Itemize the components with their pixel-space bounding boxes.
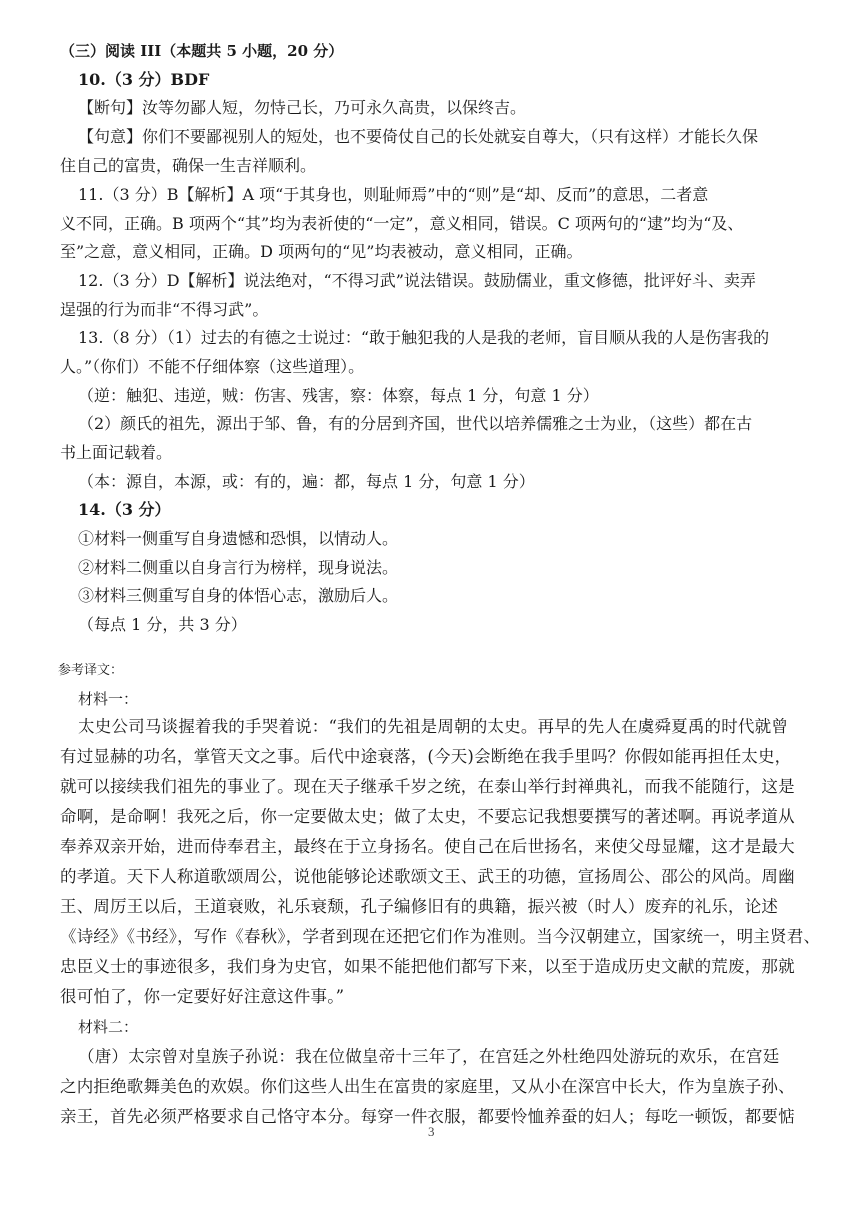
material2-label: 材料二： [78, 1018, 139, 1036]
answer-line: 至”之意，意义相同，正确。D 项两句的“见”均表被动，意义相同，正确。 [60, 242, 583, 261]
material1-line: 忠臣义士的事迹很多，我们身为史官，如果不能把他们都写下来，以至于造成历史文献的荒废，那就 [60, 957, 795, 976]
answer-12: 12.（3 分）D【解析】说法绝对，“不得习武”说法错误。鼓励儒业，重文修德，批评好斗、卖弄 [78, 271, 756, 290]
answer-line: （逆：触犯、违逆，贼：伤害、残害，察：体察，每点 1 分，句意 1 分） [78, 386, 599, 405]
answer-line: ①材料一侧重写自身遗憾和恐惧，以情动人。 [78, 529, 399, 548]
material1-line: 的孝道。天下人称道歌颂周公，说他能够论述歌颂文王、武王的功德，宣扬周公、邵公的风尚。周幽 [60, 867, 795, 886]
answer-line: 书上面记载着。 [60, 443, 173, 462]
material2-line: 亲王，首先必须严格要求自己恪守本分。每穿一件衣服，都要怜恤养蚕的妇人；每吃一顿饭，都要惦 [60, 1107, 795, 1126]
material1-line: 就可以接续我们祖先的事业了。现在天子继承千岁之统，在泰山举行封禅典礼，而我不能随行，这是 [60, 777, 795, 796]
answer-line: （每点 1 分，共 3 分） [78, 615, 247, 634]
material1-line: 有过显赫的功名，掌管天文之事。后代中途衰落，(今天)会断绝在我手里吗？你假如能再担任太史， [60, 747, 792, 766]
answer-line: 【断句】汝等勿鄙人短，勿恃己长，乃可永久高贵，以保终吉。 [78, 98, 527, 117]
answer-line: ②材料二侧重以自身言行为榜样，现身说法。 [78, 558, 399, 577]
material1-line: 奉养双亲开始，进而侍奉君主，最终在于立身扬名。使自己在后世扬名，来使父母显耀，这才是最大 [60, 837, 795, 856]
answer-13: 13.（8 分）（1）过去的有德之士说过：“敢于触犯我的人是我的老师，盲目顺从我的人是伤害我的 [78, 328, 770, 347]
material1-line: 《诗经》《书经》，写作《春秋》，学者到现在还把它们作为准则。当今汉朝建立，国家统一，明主贤君、 [60, 927, 821, 946]
material1-label: 材料一： [78, 690, 139, 708]
material1-line: 很可怕了，你一定要好好注意这件事。” [60, 987, 345, 1006]
answer-line: （本：源自，本源，或：有的，遍：都，每点 1 分，句意 1 分） [78, 472, 535, 491]
translation-heading: 参考译文： [58, 663, 124, 678]
answer-line: （2）颜氏的祖先，源出于邹、鲁，有的分居到齐国，世代以培养儒雅之士为业，（这些）都在古 [78, 414, 753, 433]
material2-line: （唐）太宗曾对皇族子孙说：我在位做皇帝十三年了，在宫廷之外杜绝四处游玩的欢乐，在宫廷 [78, 1047, 780, 1066]
answer-line: 住自己的富贵，确保一生吉祥顺利。 [60, 156, 317, 175]
answer-line: 逞强的行为而非“不得习武”。 [60, 300, 269, 319]
answer-line: 人。”（你们）不能不仔细体察（这些道理）。 [60, 357, 365, 376]
material2-line: 之内拒绝歌舞美色的欢娱。你们这些人出生在富贵的家庭里，又从小在深宫中长大，作为皇族子孙、 [60, 1077, 795, 1096]
answer-line: 【句意】你们不要鄙视别人的短处，也不要倚仗自己的长处就妄自尊大，（只有这样）才能长久保 [78, 127, 759, 146]
material1-line: 命啊，是命啊！我死之后，你一定要做太史；做了太史，不要忘记我想要撰写的著述啊。再说孝道从 [60, 807, 795, 826]
material1-line: 太史公司马谈握着我的手哭着说：“我们的先祖是周朝的太史。再早的先人在虞舜夏禹的时代就曾 [78, 717, 789, 736]
answer-10: 10.（3 分）BDF [78, 70, 210, 89]
answer-line: 义不同，正确。B 项两个“其”均为表祈使的“一定”，意义相同，错误。C 项两句的“逮”均为“及、 [60, 214, 744, 233]
answer-line: ③材料三侧重写自身的体悟心志，激励后人。 [78, 586, 399, 605]
answer-11: 11.（3 分）B【解析】A 项“于其身也，则耻师焉”中的“则”是“却、反而”的意思，二者意 [78, 185, 709, 204]
page-number: 3 [428, 1124, 435, 1139]
answer-14: 14.（3 分） [78, 500, 171, 519]
section-header: （三）阅读 III（本题共 5 小题，20 分） [60, 42, 344, 60]
material1-line: 王、周厉王以后，王道衰败，礼乐衰颓，孔子编修旧有的典籍，振兴被（时人）废弃的礼乐，论述 [60, 897, 779, 916]
